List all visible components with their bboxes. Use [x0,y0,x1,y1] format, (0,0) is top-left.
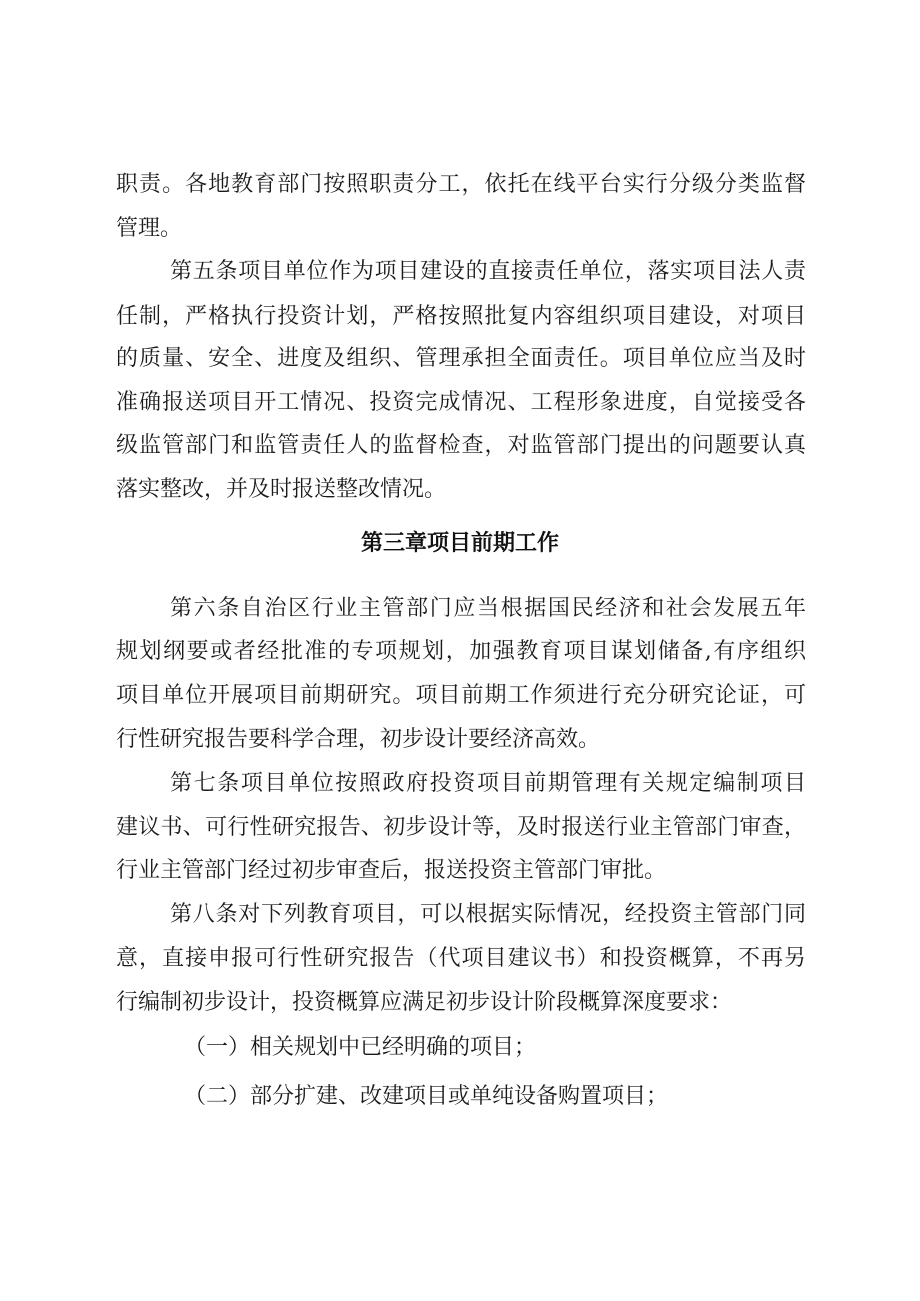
article-5-line: 落实整改，并及时报送整改情况。 [116,477,447,502]
article-8-line: 第八条对下列教育项目，可以根据实际情况，经投资主管部门同 [170,902,806,927]
article-6-line: 项目单位开展项目前期研究。项目前期工作须进行充分研究论证，可 [116,683,806,708]
article-5-line: 准确报送项目开工情况、投资完成情况、工程形象进度，自觉接受各 [116,390,806,415]
list-item: （一）相关规划中已经明确的项目； [184,1035,537,1060]
article-7-line: 行业主管部门经过初步审查后，报送投资主管部门审批。 [116,858,667,883]
article-8-line: 行编制初步设计，投资概算应满足初步设计阶段概算深度要求： [116,990,733,1015]
article-7-line: 第七条项目单位按照政府投资项目前期管理有关规定编制项目 [170,771,806,796]
article-5-line: 第五条项目单位作为项目建设的直接责任单位，落实项目法人责 [170,259,806,284]
chapter-heading: 第三章项目前期工作 [360,531,559,556]
article-8-line: 意，直接申报可行性研究报告（代项目建议书）和投资概算，不再另 [116,946,806,971]
article-7-line: 建议书、可行性研究报告、初步设计等，及时报送行业主管部门审查， [116,815,806,840]
article-6-line: 规划纲要或者经批准的专项规划，加强教育项目谋划储备,有序组织 [116,639,806,664]
article-5-line: 任制，严格执行投资计划，严格按照批复内容组织项目建设，对项目 [116,304,806,329]
article-5-line: 的质量、安全、进度及组织、管理承担全面责任。项目单位应当及时 [116,346,806,371]
paragraph-line: 职责。各地教育部门按照职责分工，依托在线平台实行分级分类监督 [116,172,806,197]
list-item: （二）部分扩建、改建项目或单纯设备购置项目； [184,1084,669,1109]
article-5-line: 级监管部门和监管责任人的监督检查，对监管部门提出的问题要认真 [116,433,806,458]
article-6-line: 第六条自治区行业主管部门应当根据国民经济和社会发展五年 [170,596,806,621]
paragraph-line: 管理。 [116,216,183,241]
article-6-line: 行性研究报告要科学合理，初步设计要经济高效。 [116,727,601,752]
